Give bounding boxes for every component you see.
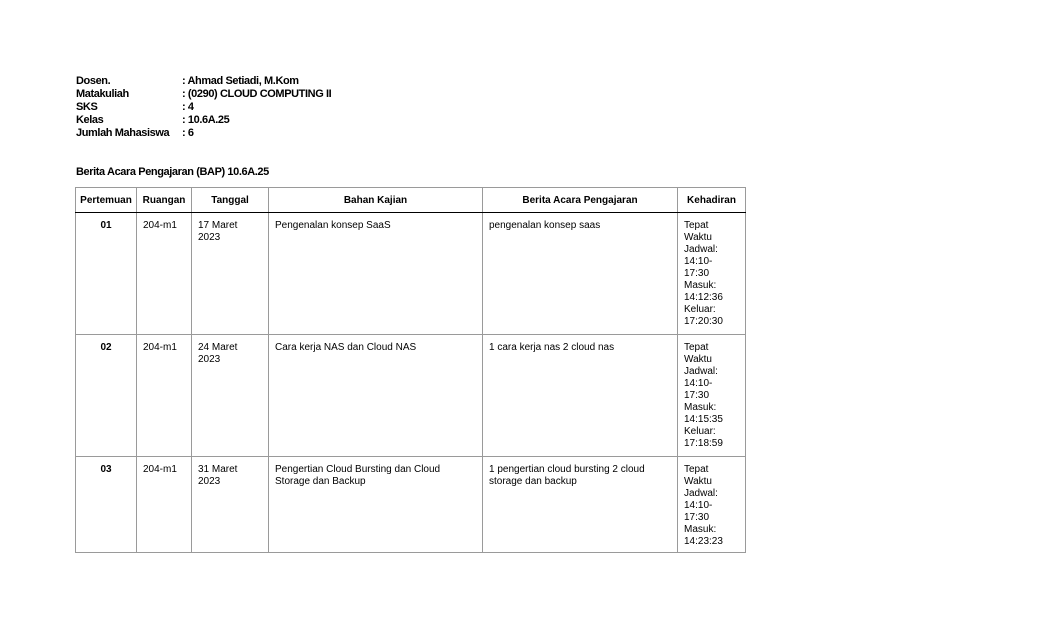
header-tanggal: Tanggal (192, 188, 269, 213)
cell-bahan-kajian: Cara kerja NAS dan Cloud NAS (269, 335, 483, 457)
kehadiran-line: Waktu (684, 354, 712, 365)
tanggal-line: 17 Maret (198, 220, 238, 231)
info-label: SKS (76, 101, 98, 113)
kehadiran-line: 17:30 (684, 390, 710, 401)
kehadiran-line: 17:30 (684, 512, 710, 523)
info-row-sks (76, 101, 331, 114)
header-pertemuan: Pertemuan (76, 188, 137, 213)
info-value: : 6 (182, 127, 194, 139)
kehadiran-line: Masuk: (684, 524, 717, 535)
cell-kehadiran (678, 457, 746, 553)
info-value: : 10.6A.25 (182, 114, 230, 126)
kehadiran-line: 14:10- (684, 378, 713, 389)
cell-bahan-kajian: Pengenalan konsep SaaS (269, 213, 483, 335)
kehadiran-line: 14:15:35 (684, 414, 723, 425)
kehadiran-line: Keluar: (684, 304, 716, 315)
cell-ruangan: 204-m1 (137, 335, 192, 457)
cell-ruangan: 204-m1 (137, 457, 192, 553)
info-row-kelas (76, 114, 331, 127)
kehadiran-line: Jadwal: (684, 244, 718, 255)
cell-tanggal (192, 335, 269, 457)
kehadiran-line: Tepat (684, 464, 709, 475)
kehadiran-line: 14:10- (684, 500, 713, 511)
info-row-matakuliah (76, 88, 331, 101)
cell-pertemuan: 02 (76, 335, 137, 457)
cell-tanggal (192, 213, 269, 335)
table-header-row (76, 188, 746, 213)
cell-tanggal (192, 457, 269, 553)
kehadiran-line: Tepat (684, 220, 709, 231)
header-ruangan: Ruangan (137, 188, 192, 213)
kehadiran-line: 17:30 (684, 268, 710, 279)
cell-pertemuan: 03 (76, 457, 137, 553)
info-label: Matakuliah (76, 88, 129, 100)
cell-berita-acara: pengenalan konsep saas (483, 213, 678, 335)
info-value: : (0290) CLOUD COMPUTING II (182, 88, 332, 100)
bap-table (75, 187, 746, 553)
kehadiran-line: 17:18:59 (684, 438, 723, 449)
kehadiran-line: Masuk: (684, 280, 717, 291)
section-title: Berita Acara Pengajaran (BAP) 10.6A.25 (76, 166, 269, 178)
info-value: : Ahmad Setiadi, M.Kom (182, 75, 299, 87)
kehadiran-line: Masuk: (684, 402, 717, 413)
cell-berita-acara: 1 pengertian cloud bursting 2 cloud storage dan backup (483, 457, 678, 553)
header-berita-acara: Berita Acara Pengajaran (483, 188, 678, 213)
kehadiran-line: 14:10- (684, 256, 713, 267)
tanggal-line: 2023 (198, 476, 221, 487)
cell-bahan-kajian: Pengertian Cloud Bursting dan Cloud Storage dan Backup (269, 457, 483, 553)
table-row (76, 457, 746, 553)
table-row (76, 335, 746, 457)
tanggal-line: 2023 (198, 232, 221, 243)
kehadiran-line: 14:23:23 (684, 536, 723, 547)
kehadiran-line: Waktu (684, 476, 712, 487)
course-info (76, 75, 331, 140)
table-row (76, 213, 746, 335)
kehadiran-line: 17:20:30 (684, 316, 723, 327)
cell-berita-acara: 1 cara kerja nas 2 cloud nas (483, 335, 678, 457)
kehadiran-line: Tepat (684, 342, 709, 353)
cell-pertemuan: 01 (76, 213, 137, 335)
info-row-jumlah-mahasiswa (76, 127, 331, 140)
kehadiran-line: Waktu (684, 232, 712, 243)
cell-kehadiran (678, 213, 746, 335)
info-label: Kelas (76, 114, 104, 126)
tanggal-line: 31 Maret (198, 464, 238, 475)
kehadiran-line: Keluar: (684, 426, 716, 437)
kehadiran-line: 14:12:36 (684, 292, 723, 303)
kehadiran-line: Jadwal: (684, 366, 718, 377)
cell-kehadiran (678, 335, 746, 457)
tanggal-line: 2023 (198, 354, 221, 365)
header-kehadiran: Kehadiran (678, 188, 746, 213)
tanggal-line: 24 Maret (198, 342, 238, 353)
info-label: Dosen. (76, 75, 111, 87)
info-value: : 4 (182, 101, 194, 113)
cell-ruangan: 204-m1 (137, 213, 192, 335)
kehadiran-line: Jadwal: (684, 488, 718, 499)
header-bahan-kajian: Bahan Kajian (269, 188, 483, 213)
info-row-dosen (76, 75, 331, 88)
info-label: Jumlah Mahasiswa (76, 127, 170, 139)
